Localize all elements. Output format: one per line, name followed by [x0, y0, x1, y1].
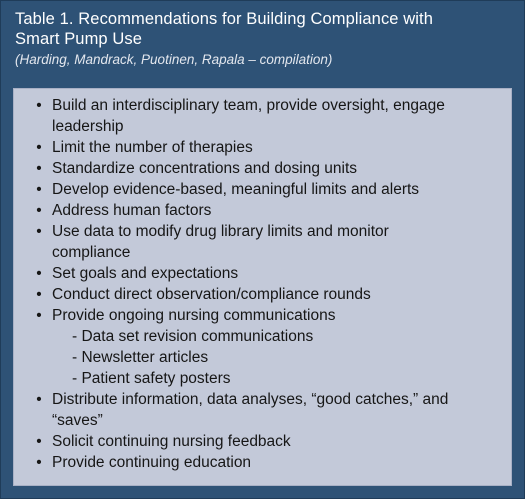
bullet-icon: • — [36, 181, 42, 198]
bullet-icon: • — [36, 433, 42, 450]
list-item — [14, 263, 511, 284]
list-item — [14, 305, 511, 326]
list-item — [14, 179, 511, 200]
sub-list-item: - Data set revision communications — [72, 328, 314, 345]
bullet-icon: • — [36, 160, 42, 177]
list-item — [14, 200, 511, 221]
list-item-text: Provide continuing education — [52, 454, 252, 471]
list-item — [14, 158, 511, 179]
list-item-text-line-2: compliance — [52, 244, 131, 261]
bullet-icon: • — [36, 286, 42, 303]
recommendations-panel — [13, 88, 512, 486]
table-title-line-1: Table 1. Recommendations for Building Compliance with — [15, 10, 434, 28]
recommendations-list — [14, 89, 511, 473]
list-item — [14, 389, 511, 431]
table-title-line-2: Smart Pump Use — [15, 30, 143, 48]
list-item-text: Develop evidence-based, meaningful limits and alerts — [52, 181, 420, 198]
list-item-text: Set goals and expectations — [52, 265, 239, 282]
list-item-text: Conduct direct observation/compliance rounds — [52, 286, 371, 303]
list-item-text-line-2: “saves” — [52, 412, 103, 429]
bullet-icon: • — [36, 454, 42, 471]
sub-list-item: - Newsletter articles — [72, 349, 209, 366]
bullet-icon: • — [36, 202, 42, 219]
list-item — [14, 95, 511, 137]
list-item — [14, 452, 511, 473]
list-item-text: Solicit continuing nursing feedback — [52, 433, 291, 450]
bullet-icon: • — [36, 265, 42, 282]
bullet-icon: • — [36, 139, 42, 156]
list-item-text: Provide ongoing nursing communications — [52, 307, 336, 324]
list-item-text-line-2: leadership — [52, 118, 124, 135]
list-item-text-line-1: Use data to modify drug library limits and monitor — [52, 223, 389, 240]
bullet-icon: • — [36, 391, 42, 408]
list-item — [14, 431, 511, 452]
table-title — [15, 9, 514, 49]
list-item-text: Standardize concentrations and dosing units — [52, 160, 358, 177]
list-item-text-line-1: Build an interdisciplinary team, provide oversight, engage — [52, 97, 445, 114]
table-source: (Harding, Mandrack, Puotinen, Rapala – compilation) — [15, 52, 333, 67]
table-header — [15, 9, 514, 69]
list-item-text-line-1: Distribute information, data analyses, “good catches,” and — [52, 391, 449, 408]
list-item-text: Address human factors — [52, 202, 212, 219]
sub-list-item: - Patient safety posters — [72, 370, 231, 387]
list-item — [14, 137, 511, 158]
list-item — [14, 284, 511, 305]
bullet-icon: • — [36, 223, 42, 240]
bullet-icon: • — [36, 97, 42, 114]
bullet-icon: • — [36, 307, 42, 324]
list-item — [14, 221, 511, 263]
list-item-text: Limit the number of therapies — [52, 139, 253, 156]
